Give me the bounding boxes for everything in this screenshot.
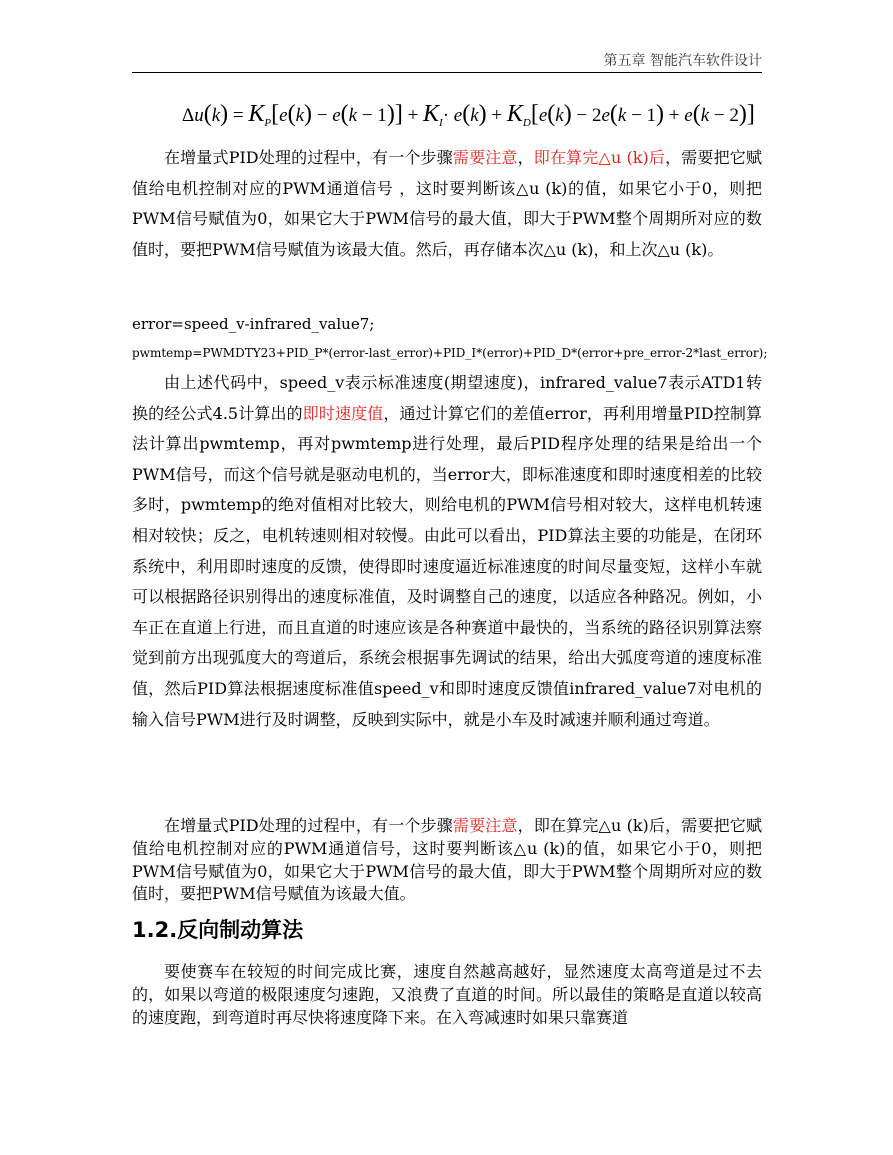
delta-symbol: Δ — [182, 105, 195, 126]
formula-u: u — [194, 105, 204, 126]
code-line-pwmtemp: pwmtemp=PWMDTY23+PID_P*(error-last_error)+PID_I*(error)+PID_D*(error+pre_error-2*last_error); — [132, 346, 768, 360]
paragraph-pid-note-repeat: 在增量式PID处理的过程中，有一个步骤需要注意，即在算完△u (k)后，需要把它赋值给电机控制对应的PWM通道信号，这时要判断该△u (k)的值，如果它小于0，则把PWM信号赋值为0，如果它大于PWM信号的最大值，即大于PWM整个周期所对应的数值时，要把PWM信号赋值为该最大值。 — [132, 816, 762, 904]
paragraph-pid-explanation: 由上述代码中，speed_v表示标准速度(期望速度)，infrared_value7表示ATD1转换的经公式4.5计算出的即时速度值，通过计算它们的差值error，再利用增量PID控制算法计算出pwmtemp，再对pwmtemp进行处理，最后PID程序处理的结果是给出一个PWM信号，而这个信号就是驱动电机的，当error大，即标准速度和即时速度相差的比较多时，pwmtemp的绝对值相对比较大，则给电机的PWM信号相对较大，这样电机转速相对较快；反之，电机转速则相对较慢。由此可以看出，PID算法主要的功能是，在闭环系统中，利用即时速度的反馈，使得即时速度逼近标准速度的时间尽量变短，这样小车就可以根据路径识别得出的速度标准值，及时调整自己的速度，以适应各种路况。例如，小车正在直道上行进，而且直道的时速应该是各种赛道中最快的，当系统的路径识别算法察觉到前方出现弧度大的弯道后，系统会根据事先调试的结果，给出大弧度弯道的速度标准值，然后PID算法根据速度标准值speed_v和即时速度反馈值infrared_value7对电机的输入信号PWM进行及时调整，反映到实际中，就是小车及时减速并顺利通过弯道。 — [132, 373, 762, 729]
formula-kd: K — [506, 101, 523, 127]
code-line-error: error=speed_v-infrared_value7; — [132, 315, 375, 333]
highlight-note-2: 需要注意 — [452, 816, 518, 835]
running-header: 第五章 智能汽车软件设计 — [603, 53, 762, 69]
section-heading: 1.2.反向制动算法 — [132, 918, 304, 942]
formula-kp: K — [248, 101, 265, 127]
highlight-instant-speed: 即时速度值 — [302, 403, 384, 423]
pid-increment-formula: $\Delta u(k) = K_P[e(k) - e(k - 1)] + K_I\cdot e(k) + K_D[e(k) - 2e(k - 1) + e(k - 2)]$ — [182, 101, 755, 129]
paragraph-pid-note: 在增量式PID处理的过程中，有一个步骤需要注意，即在算完△u (k)后，需要把它赋值给电机控制对应的PWM通道信号 ，这时要判断该△u (k)的值，如果它小于0，则把PWM信号赋值为0，如果它大于PWM信号的最大值，即大于PWM整个周期所对应的数值时，要把PWM信号赋值为该最大值。然后，再存储本次△u (k)，和上次△u (k)。 — [132, 148, 762, 259]
highlight-after-compute: 即在算完△u (k)后 — [533, 148, 666, 167]
formula-ki: K — [423, 101, 440, 127]
paragraph-reverse-braking: 要使赛车在较短的时间完成比赛，速度自然越高越好，显然速度太高弯道是过不去的，如果以弯道的极限速度匀速跑，又浪费了直道的时间。所以最佳的策略是直道以较高的速度跑，到弯道时再尽快将速度降下来。在入弯减速时如果只靠赛道 — [132, 962, 762, 1027]
header-divider — [132, 72, 762, 73]
highlight-note: 需要注意 — [452, 148, 518, 167]
